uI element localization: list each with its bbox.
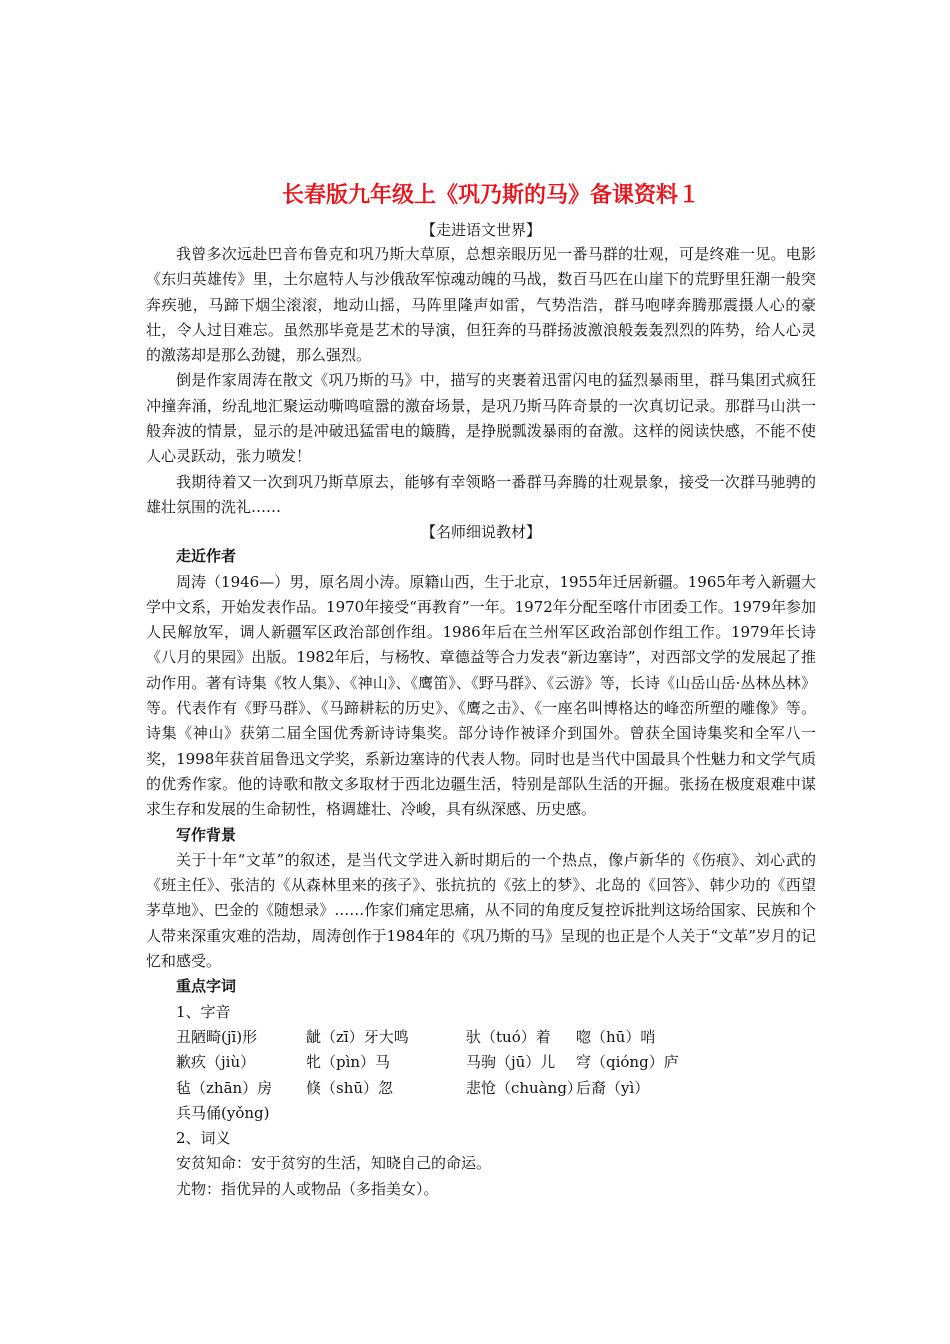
document-page xyxy=(146,180,816,1202)
pronunciation-item: 马驹（jū）儿 xyxy=(466,1053,556,1072)
document-title: 长春版九年级上《巩乃斯的马》备课资料１ xyxy=(281,183,700,208)
section-heading-teacher: 【名师细说教材】 xyxy=(420,523,541,542)
vocabulary-item: 尤物：指优异的人或物品（多指美女）。 xyxy=(176,1179,439,1198)
pronunciation-item: 后裔（yì） xyxy=(576,1078,650,1097)
subheading-author: 走近作者 xyxy=(176,547,237,566)
subheading-background: 写作背景 xyxy=(176,825,237,844)
pronunciation-item: 倏（shū）忽 xyxy=(306,1078,394,1097)
intro-paragraph: 倒是作家周涛在散文《巩乃斯的马》中，描写的夹裹着迅雷闪电的猛烈暴雨里，群马集团式疯狂冲撞奔涌，纷乱地汇聚运动嘶鸣喧嚣的激奋场景，是巩乃斯马阵奇景的一次真切记录。那群马山洪一般奔波的情景，显示的是冲破迅猛雷电的簸腾，是挣脱瓢泼暴雨的奋激。这样的阅读快感，不能不使人心灵跃动，张力喷发！ xyxy=(146,371,816,466)
subheading-keywords: 重点字词 xyxy=(176,977,237,996)
vocabulary-label: 2、词义 xyxy=(176,1129,231,1148)
pronunciation-item: 兵马俑(yǒng) xyxy=(176,1103,270,1122)
pronunciation-item: 歉疚（jiù） xyxy=(176,1053,256,1072)
section-heading-world: 【走进语文世界】 xyxy=(420,221,541,239)
pronunciation-row xyxy=(146,1101,816,1126)
intro-paragraph: 我曾多次远赴巴音布鲁克和巩乃斯大草原，总想亲眼历见一番马群的壮观，可是终难一见。电影《东归英雄传》里，土尔扈特人与沙俄敌军惊魂动魄的马战，数百马匹在山崖下的荒野里狂潮一般突奔疾驰，马蹄下烟尘滚滚，地动山摇，马阵里隆声如雷，气势浩浩，群马咆哮奔腾那震摄人心的豪壮，令人过目难忘。虽然那毕竟是艺术的导演，但狂奔的马群扬波激浪般轰轰烈烈的阵势，给人心灵的激荡却是那么劲键，那么强烈。 xyxy=(146,245,816,365)
vocabulary-item: 安贫知命：安于贫穷的生活，知晓自己的命运。 xyxy=(176,1154,492,1173)
pronunciation-item: 龇（zī）牙大鸣 xyxy=(306,1027,409,1046)
pronunciation-item: 毡（zhān）房 xyxy=(176,1078,273,1097)
background-paragraph: 关于十年“文革”的叙述，是当代文学进入新时期后的一个热点，像卢新华的《伤痕》、刘心武的《班主任》、张洁的《从森林里来的孩子》、张抗抗的《弦上的梦》、北岛的《回答》、韩少功的《西望茅草地》、巴金的《随想录》……作家们痛定思痛，从不同的角度反复控诉批判这场给国家、民族和个人带来深重灾难的浩劫，周涛创作于1984年的《巩乃斯的马》呈现的也正是个人关于“文革”岁月的记忆和感受。 xyxy=(146,850,816,971)
pronunciation-item: 牝（pìn）马 xyxy=(306,1053,391,1072)
pronunciation-item: 穹（qióng）庐 xyxy=(576,1053,679,1072)
pronunciation-item: 丑陋畸(jī)形 xyxy=(176,1027,258,1046)
pronunciation-row xyxy=(146,1025,816,1050)
pronunciation-item: 驮（tuó）着 xyxy=(466,1027,551,1046)
pronunciation-item: 唿（hū）哨 xyxy=(576,1027,656,1046)
pronunciation-label: 1、字音 xyxy=(176,1002,231,1021)
author-paragraph: 周涛（1946—）男，原名周小涛。原籍山西，生于北京，1955年迁居新疆。1965年考入新疆大学中文系，开始发表作品。1970年接受“再教育”一年。1972年分配至喀什市团委工作。1979年参加人民解放军，调人新疆军区政治部创作组。1986年后在兰州军区政治部创作组工作。1979年长诗《八月的果园》出版。1982年后，与杨牧、章德益等合力发表“新边塞诗”，对西部文学的发展起了推动作用。著有诗集《牧人集》、《神山》、《鹰笛》、《野马群》、《云游》等，长诗《山岳山岳·丛林丛林》等。代表作有《野马群》、《马蹄耕耘的历史》、《鹰之击》、《一座名叫博格达的峰峦所塑的雕像》等。诗集《神山》获第二届全国优秀新诗诗集奖。部分诗作被译介到国外。曾获全国诗集奖和全军八一奖，1998年获首届鲁迅文学奖，系新边塞诗的代表人物。同时也是当代中国最具个性魅力和文学气质的优秀作家。他的诗歌和散文多取材于西北边疆生活，特别是部队生活的开掘。张扬在极度艰难中谋求生存和发展的生命韧性，格调雄壮、冷峻，具有纵深感、历史感。 xyxy=(146,572,816,819)
intro-paragraph: 我期待着又一次到巩乃斯草原去，能够有幸领略一番群马奔腾的壮观景象，接受一次群马驰骋的雄壮氛围的洗礼…… xyxy=(146,472,816,516)
pronunciation-row xyxy=(146,1050,816,1075)
pronunciation-row xyxy=(146,1076,816,1101)
pronunciation-item: 悲怆（chuàng） xyxy=(466,1078,582,1097)
